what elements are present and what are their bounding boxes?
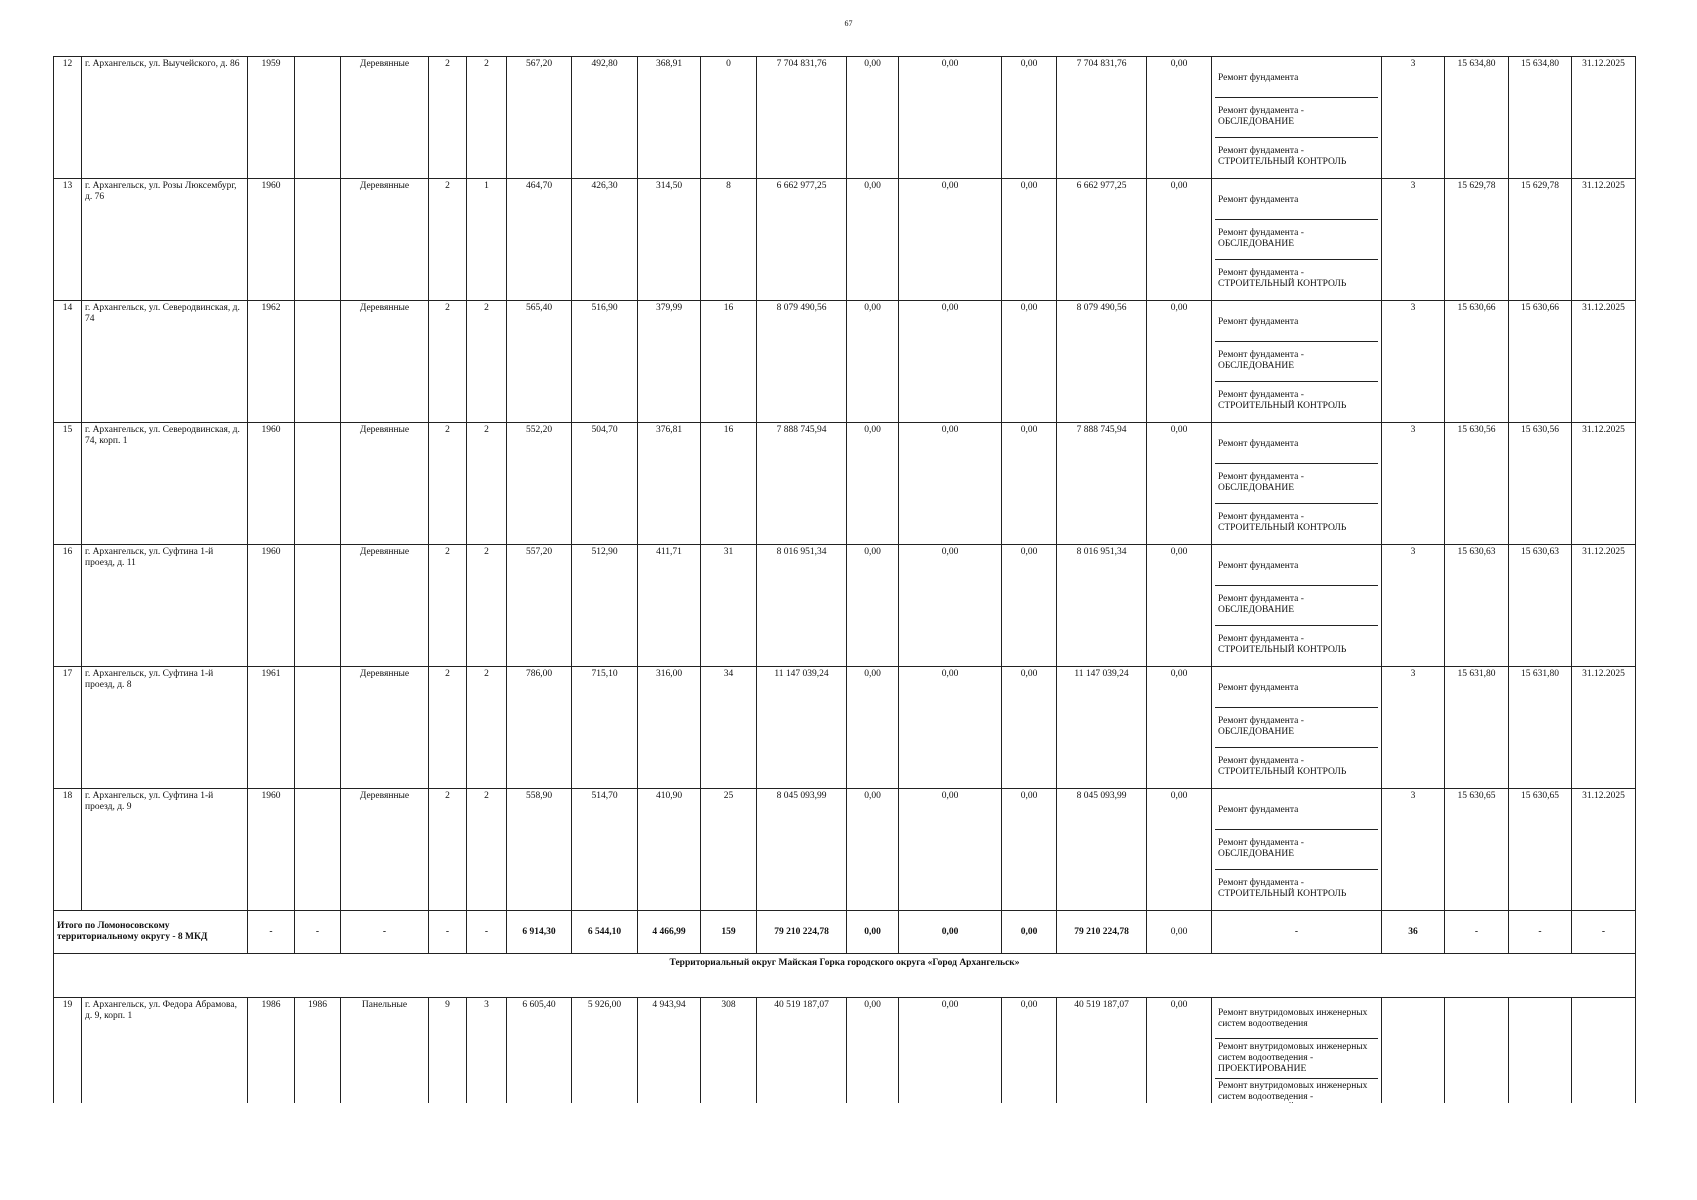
work-item: Ремонт фундамента - СТРОИТЕЛЬНЫЙ КОНТРОЛЬ [1215, 503, 1378, 542]
cost-total-cell: 7 704 831,76 [757, 57, 847, 179]
deadline-cell: 31.12.2025 [1572, 301, 1636, 423]
works-list [1215, 181, 1378, 298]
area-residential-cell: 411,71 [638, 545, 701, 667]
deadline-cell: 31.12.2025 [1572, 423, 1636, 545]
residents-cell: 8 [701, 179, 757, 301]
works-list [1215, 669, 1378, 786]
work-item: Ремонт фундамента [1218, 804, 1299, 815]
works-list [1215, 791, 1378, 908]
area-residential-cell: 4 943,94 [638, 998, 701, 1120]
dash-cell: - [1572, 911, 1636, 954]
dash-cell: - [1212, 911, 1382, 954]
area-living-cell: 492,80 [572, 57, 638, 179]
fund-cell: 0,00 [1002, 998, 1057, 1120]
works-cell [1212, 998, 1382, 1120]
fund-cell: 0,00 [1147, 998, 1212, 1120]
unit-cell: 3 [1382, 423, 1445, 545]
work-item: Ремонт фундамента - СТРОИТЕЛЬНЫЙ КОНТРОЛЬ [1215, 259, 1378, 298]
year-built-cell: 1986 [248, 998, 295, 1120]
address-cell: г. Архангельск, ул. Северодвинская, д. 74 [82, 301, 248, 423]
entrances-cell: 2 [467, 301, 507, 423]
work-item: Ремонт фундамента - СТРОИТЕЛЬНЫЙ КОНТРОЛЬ [1215, 869, 1378, 908]
fund-cell: 0,00 [1147, 667, 1212, 789]
work-item: Ремонт фундамента - ОБСЛЕДОВАНИЕ [1215, 585, 1378, 624]
unit-cell: 3 [1382, 667, 1445, 789]
address-cell: г. Архангельск, ул. Федора Абрамова, д. 9, корп. 1 [82, 998, 248, 1120]
row-number: 18 [54, 789, 82, 911]
cost-limit-cell: 15 629,78 [1509, 179, 1572, 301]
entrances-cell: 1 [467, 179, 507, 301]
address-cell: г. Архангельск, ул. Выучейского, д. 86 [82, 57, 248, 179]
dash-cell: - [467, 911, 507, 954]
fund-cell: 0,00 [847, 545, 899, 667]
deadline-cell [1572, 998, 1636, 1120]
entrances-cell: 2 [467, 423, 507, 545]
table-row [54, 998, 1636, 1120]
floors-cell: 2 [429, 301, 467, 423]
year-built-cell: 1960 [248, 423, 295, 545]
total-area-total: 6 914,30 [507, 911, 572, 954]
cost-limit-cell: 15 630,66 [1509, 301, 1572, 423]
cost-unit-cell [1445, 998, 1509, 1120]
fund-cell: 0,00 [899, 789, 1002, 911]
entrances-cell: 3 [467, 998, 507, 1120]
walls-cell: Деревянные [341, 301, 429, 423]
fund-cell: 0,00 [1147, 301, 1212, 423]
area-total-cell: 557,20 [507, 545, 572, 667]
walls-cell: Деревянные [341, 423, 429, 545]
year-renov-cell [295, 301, 341, 423]
area-living-cell: 514,70 [572, 789, 638, 911]
entrances-cell: 2 [467, 667, 507, 789]
area-living-cell: 715,10 [572, 667, 638, 789]
unit-cell: 3 [1382, 179, 1445, 301]
residents-cell: 16 [701, 301, 757, 423]
fund-cell: 0,00 [899, 667, 1002, 789]
floors-cell: 2 [429, 57, 467, 179]
cost-limit-cell [1509, 998, 1572, 1120]
work-item: Ремонт фундамента [1218, 560, 1299, 571]
total-cost: 79 210 224,78 [757, 911, 847, 954]
entrances-cell: 2 [467, 57, 507, 179]
work-item: Ремонт фундамента - СТРОИТЕЛЬНЫЙ КОНТРОЛЬ [1215, 137, 1378, 176]
year-built-cell: 1960 [248, 179, 295, 301]
cost-unit-cell: 15 630,65 [1445, 789, 1509, 911]
cost-limit-cell: 15 630,65 [1509, 789, 1572, 911]
cost-total-cell: 6 662 977,25 [757, 179, 847, 301]
fund-cell: 11 147 039,24 [1057, 667, 1147, 789]
year-renov-cell [295, 57, 341, 179]
area-residential-cell: 316,00 [638, 667, 701, 789]
year-renov-cell [295, 423, 341, 545]
fund-cell: 0,00 [899, 301, 1002, 423]
dash-cell: - [341, 911, 429, 954]
year-built-cell: 1962 [248, 301, 295, 423]
fund-cell: 0,00 [847, 423, 899, 545]
fund-cell: 0,00 [1002, 545, 1057, 667]
cost-total-cell: 8 079 490,56 [757, 301, 847, 423]
unit-cell: 3 [1382, 301, 1445, 423]
walls-cell: Деревянные [341, 545, 429, 667]
work-item: Ремонт фундамента [1218, 194, 1299, 205]
year-built-cell: 1960 [248, 789, 295, 911]
cost-unit-cell: 15 631,80 [1445, 667, 1509, 789]
residents-cell: 25 [701, 789, 757, 911]
row-number: 16 [54, 545, 82, 667]
row-number: 12 [54, 57, 82, 179]
cost-total-cell: 7 888 745,94 [757, 423, 847, 545]
total-residents: 159 [701, 911, 757, 954]
work-item: Ремонт фундамента [1218, 438, 1299, 449]
address-cell: г. Архангельск, ул. Северодвинская, д. 74, корп. 1 [82, 423, 248, 545]
year-renov-cell: 1986 [295, 998, 341, 1120]
area-residential-cell: 410,90 [638, 789, 701, 911]
area-total-cell: 565,40 [507, 301, 572, 423]
area-total-cell: 786,00 [507, 667, 572, 789]
entrances-cell: 2 [467, 789, 507, 911]
fund-cell: 0,00 [1002, 423, 1057, 545]
year-renov-cell [295, 789, 341, 911]
fund-cell: 0,00 [847, 789, 899, 911]
cost-unit-cell: 15 634,80 [1445, 57, 1509, 179]
work-item: Ремонт фундамента [1218, 316, 1299, 327]
work-item: Ремонт фундамента - ОБСЛЕДОВАНИЕ [1215, 463, 1378, 502]
total-area-living: 6 544,10 [572, 911, 638, 954]
area-residential-cell: 379,99 [638, 301, 701, 423]
address-cell: г. Архангельск, ул. Суфтина 1-й проезд, д. 9 [82, 789, 248, 911]
work-item: Ремонт фундамента [1218, 72, 1299, 83]
deadline-cell: 31.12.2025 [1572, 57, 1636, 179]
cost-limit-cell: 15 630,56 [1509, 423, 1572, 545]
unit-cell [1382, 998, 1445, 1120]
work-item: Ремонт фундамента [1218, 682, 1299, 693]
dash-cell: - [248, 911, 295, 954]
table-row [54, 179, 1636, 301]
fund-cell: 6 662 977,25 [1057, 179, 1147, 301]
year-built-cell: 1960 [248, 545, 295, 667]
deadline-cell: 31.12.2025 [1572, 179, 1636, 301]
area-living-cell: 426,30 [572, 179, 638, 301]
work-item: Ремонт фундамента - ОБСЛЕДОВАНИЕ [1215, 341, 1378, 380]
year-renov-cell [295, 179, 341, 301]
works-cell [1212, 179, 1382, 301]
fund-cell: 0,00 [899, 545, 1002, 667]
fund-cell: 0,00 [1147, 789, 1212, 911]
residents-cell: 31 [701, 545, 757, 667]
dash-cell: - [295, 911, 341, 954]
walls-cell: Деревянные [341, 667, 429, 789]
cost-limit-cell: 15 630,63 [1509, 545, 1572, 667]
total-label: Итого по Ломоносовскому территориальному округу - 8 МКД [54, 911, 248, 954]
district-header: Территориальный округ Майская Горка городского округа «Город Архангельск» [54, 954, 1636, 998]
fund-cell: 0,00 [899, 423, 1002, 545]
address-cell: г. Архангельск, ул. Розы Люксембург, д. 76 [82, 179, 248, 301]
floors-cell: 2 [429, 545, 467, 667]
total-area-residential: 4 466,99 [638, 911, 701, 954]
fund-cell: 7 704 831,76 [1057, 57, 1147, 179]
cost-limit-cell: 15 634,80 [1509, 57, 1572, 179]
works-cell [1212, 301, 1382, 423]
works-list [1215, 425, 1378, 542]
fund-cell: 0,00 [847, 667, 899, 789]
work-item: Ремонт внутридомовых инженерных систем водоотведения - [1215, 1078, 1378, 1117]
deadline-cell: 31.12.2025 [1572, 789, 1636, 911]
area-total-cell: 567,20 [507, 57, 572, 179]
works-cell [1212, 789, 1382, 911]
area-living-cell: 504,70 [572, 423, 638, 545]
works-cell [1212, 545, 1382, 667]
year-built-cell: 1961 [248, 667, 295, 789]
work-item: Ремонт фундамента - ОБСЛЕДОВАНИЕ [1215, 707, 1378, 746]
work-item: Ремонт внутридомовых инженерных систем водоотведения - ПРОЕКТИРОВАНИЕ [1215, 1038, 1378, 1077]
fund-cell: 0,00 [1147, 545, 1212, 667]
works-cell [1212, 423, 1382, 545]
cost-total-cell: 8 016 951,34 [757, 545, 847, 667]
table-row [54, 545, 1636, 667]
work-item: Ремонт фундамента - ОБСЛЕДОВАНИЕ [1215, 219, 1378, 258]
fund-cell: 0,00 [847, 179, 899, 301]
fund-cell: 0,00 [1002, 667, 1057, 789]
total-unit: 36 [1382, 911, 1445, 954]
fund-cell: 0,00 [1147, 423, 1212, 545]
area-residential-cell: 368,91 [638, 57, 701, 179]
floors-cell: 9 [429, 998, 467, 1120]
residents-cell: 0 [701, 57, 757, 179]
fund-cell: 0,00 [1002, 789, 1057, 911]
area-total-cell: 464,70 [507, 179, 572, 301]
total-fund: 0,00 [847, 911, 899, 954]
cost-total-cell: 11 147 039,24 [757, 667, 847, 789]
floors-cell: 2 [429, 179, 467, 301]
area-total-cell: 6 605,40 [507, 998, 572, 1120]
cost-limit-cell: 15 631,80 [1509, 667, 1572, 789]
walls-cell: Деревянные [341, 179, 429, 301]
total-row [54, 911, 1636, 954]
page-number: 67 [844, 19, 853, 28]
fund-cell: 0,00 [899, 179, 1002, 301]
row-number: 15 [54, 423, 82, 545]
floors-cell: 2 [429, 789, 467, 911]
cost-total-cell: 8 045 093,99 [757, 789, 847, 911]
area-residential-cell: 376,81 [638, 423, 701, 545]
row-number: 14 [54, 301, 82, 423]
floors-cell: 2 [429, 667, 467, 789]
work-item: Ремонт фундамента - ОБСЛЕДОВАНИЕ [1215, 829, 1378, 868]
fund-cell: 0,00 [899, 57, 1002, 179]
work-item: Ремонт фундамента - СТРОИТЕЛЬНЫЙ КОНТРОЛЬ [1215, 747, 1378, 786]
row-number: 17 [54, 667, 82, 789]
fund-cell: 40 519 187,07 [1057, 998, 1147, 1120]
walls-cell: Панельные [341, 998, 429, 1120]
fund-cell: 0,00 [1002, 57, 1057, 179]
fund-cell: 0,00 [847, 301, 899, 423]
unit-cell: 3 [1382, 789, 1445, 911]
row-number: 13 [54, 179, 82, 301]
area-living-cell: 5 926,00 [572, 998, 638, 1120]
capital-repair-table [53, 56, 1636, 1120]
entrances-cell: 2 [467, 545, 507, 667]
residents-cell: 308 [701, 998, 757, 1120]
area-residential-cell: 314,50 [638, 179, 701, 301]
area-living-cell: 516,90 [572, 301, 638, 423]
area-living-cell: 512,90 [572, 545, 638, 667]
district-header-row [54, 954, 1636, 998]
unit-cell: 3 [1382, 57, 1445, 179]
work-item: Ремонт фундамента - ОБСЛЕДОВАНИЕ [1215, 97, 1378, 136]
fund-cell: 8 045 093,99 [1057, 789, 1147, 911]
fund-cell: 7 888 745,94 [1057, 423, 1147, 545]
works-cell [1212, 667, 1382, 789]
address-cell: г. Архангельск, ул. Суфтина 1-й проезд, д. 8 [82, 667, 248, 789]
cost-unit-cell: 15 630,66 [1445, 301, 1509, 423]
works-list [1215, 59, 1378, 176]
works-list [1215, 303, 1378, 420]
dash-cell: - [429, 911, 467, 954]
year-renov-cell [295, 545, 341, 667]
works-list [1215, 547, 1378, 664]
works-cell [1212, 57, 1382, 179]
total-fund: 0,00 [1002, 911, 1057, 954]
deadline-cell: 31.12.2025 [1572, 545, 1636, 667]
total-fund: 0,00 [899, 911, 1002, 954]
table-row [54, 423, 1636, 545]
fund-cell: 0,00 [899, 998, 1002, 1120]
fund-cell: 0,00 [847, 998, 899, 1120]
work-item: Ремонт внутридомовых инженерных систем водоотведения [1218, 1008, 1368, 1030]
fund-cell: 8 016 951,34 [1057, 545, 1147, 667]
row-number: 19 [54, 998, 82, 1120]
floors-cell: 2 [429, 423, 467, 545]
area-total-cell: 558,90 [507, 789, 572, 911]
residents-cell: 34 [701, 667, 757, 789]
cost-unit-cell: 15 630,56 [1445, 423, 1509, 545]
cost-unit-cell: 15 629,78 [1445, 179, 1509, 301]
year-renov-cell [295, 667, 341, 789]
fund-cell: 0,00 [1147, 57, 1212, 179]
table-row [54, 301, 1636, 423]
year-built-cell: 1959 [248, 57, 295, 179]
deadline-cell: 31.12.2025 [1572, 667, 1636, 789]
fund-cell: 0,00 [1002, 301, 1057, 423]
table-row [54, 57, 1636, 179]
dash-cell: - [1509, 911, 1572, 954]
page-bottom-margin [0, 1103, 1697, 1200]
work-item: Ремонт фундамента - СТРОИТЕЛЬНЫЙ КОНТРОЛЬ [1215, 381, 1378, 420]
dash-cell: - [1445, 911, 1509, 954]
work-item: Ремонт фундамента - СТРОИТЕЛЬНЫЙ КОНТРОЛЬ [1215, 625, 1378, 664]
works-list [1215, 1000, 1378, 1117]
area-total-cell: 552,20 [507, 423, 572, 545]
table-row [54, 789, 1636, 911]
total-fund: 0,00 [1147, 911, 1212, 954]
fund-cell: 0,00 [847, 57, 899, 179]
walls-cell: Деревянные [341, 789, 429, 911]
total-fund: 79 210 224,78 [1057, 911, 1147, 954]
address-cell: г. Архангельск, ул. Суфтина 1-й проезд, д. 11 [82, 545, 248, 667]
unit-cell: 3 [1382, 545, 1445, 667]
fund-cell: 0,00 [1002, 179, 1057, 301]
fund-cell: 0,00 [1147, 179, 1212, 301]
table-row [54, 667, 1636, 789]
fund-cell: 8 079 490,56 [1057, 301, 1147, 423]
residents-cell: 16 [701, 423, 757, 545]
cost-unit-cell: 15 630,63 [1445, 545, 1509, 667]
cost-total-cell: 40 519 187,07 [757, 998, 847, 1120]
walls-cell: Деревянные [341, 57, 429, 179]
